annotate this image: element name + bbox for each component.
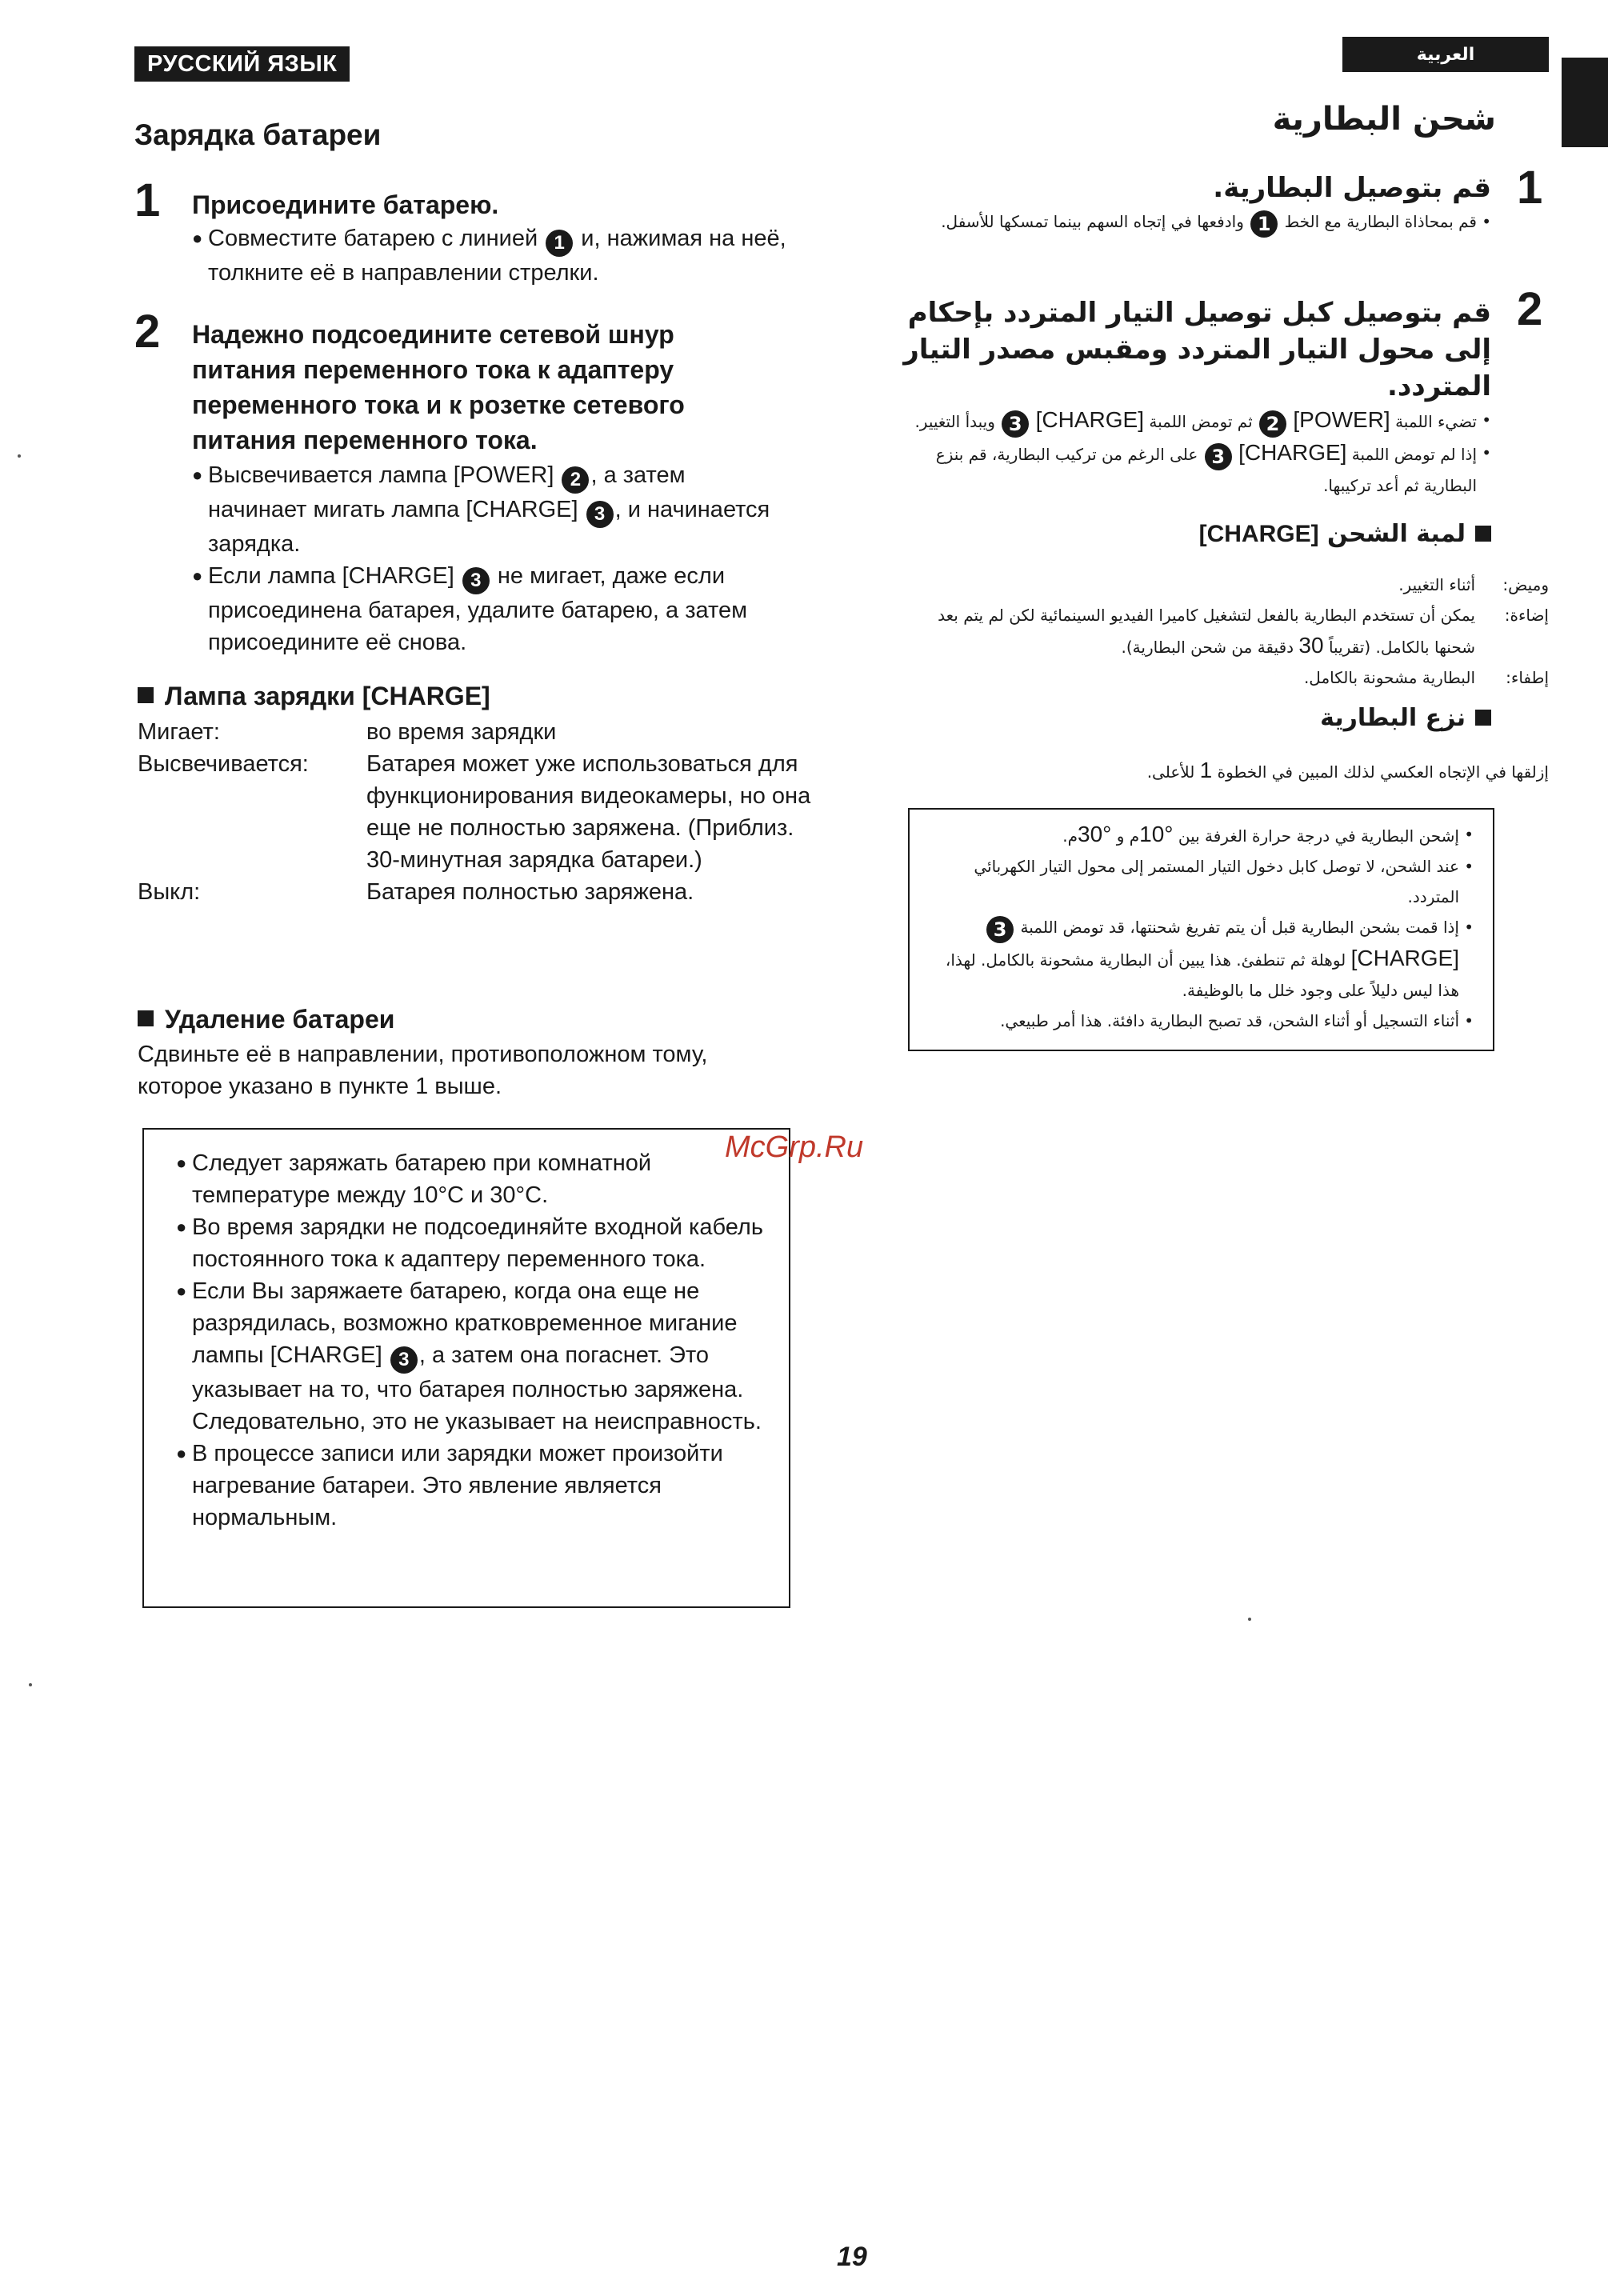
notes-box-russian	[142, 1128, 790, 1608]
ref-marker-3: 3	[390, 1346, 418, 1374]
watermark: McGrp.Ru	[725, 1130, 864, 1164]
lamp-row-blinking: Мигает: во время зарядки	[138, 719, 557, 745]
page-number: 19	[837, 2242, 867, 2272]
lamp-section-title: Лампа зарядки [CHARGE]	[138, 682, 490, 711]
ref-marker-2: 2	[562, 466, 589, 494]
step-1-bullets	[192, 222, 800, 289]
note-item: ● В процессе записи или зарядки может произойти нагревание батареи. Это явление является нормальным.	[176, 1438, 765, 1534]
scan-dot	[18, 454, 21, 458]
step-number-2: 2	[134, 306, 161, 358]
step-2-bullet-2: ● Если лампа [CHARGE] 3 не мигает, даже если присоединена батарея, удалите батарею, а затем присоедините её снова.	[192, 560, 784, 658]
step-2-bullet-1-arabic: • تضيء اللمبة [POWER] 2 ثم تومض اللمبة [CHARGE] 3 ويبدأ التغيير.	[899, 405, 1491, 438]
step-number-1-arabic: 1	[1517, 162, 1543, 214]
language-tab-arabic: العربية	[1342, 37, 1549, 72]
note-item: ● Во время зарядки не подсоединяйте входной кабель постоянного тока к адаптеру переменного тока.	[176, 1211, 765, 1275]
square-bullet-icon	[138, 687, 154, 703]
square-bullet-icon	[1475, 526, 1491, 542]
step-1-bullet: ● Совместите батарею с линией 1 и, нажимая на неё, толкните её в направлении стрелки.	[192, 222, 800, 289]
step-1	[192, 187, 800, 289]
note-item-arabic: • إذا قمت بشحن البطارية قبل أن يتم تفريغ شحنتها، قد تومض اللمبة 3 [CHARGE] لوهلة ثم تنطفئ. هذا يبين أن البطارية مشحونة بالكامل. لهذا، هذا ليس دليلاً على وجود خلل ما بالوظيفة.	[926, 912, 1474, 1006]
step-2-bullets-arabic	[899, 405, 1491, 501]
lamp-section-title-arabic: لمبة الشحن [CHARGE]	[1199, 520, 1491, 548]
step-2-title-arabic: قم بتوصيل كبل توصيل التيار المتردد بإحكام إلى محول التيار المتردد ومقبس مصدر التيار المتردد.	[903, 297, 1491, 402]
step-1-title-arabic: قم بتوصيل البطارية.	[1213, 172, 1491, 204]
lamp-row-off-arabic: إطفاء: البطارية مشحونة بالكامل.	[1303, 668, 1549, 687]
removal-instructions: Сдвиньте её в направлении, противоположном тому, которое указано в пункте 1 выше.	[138, 1042, 708, 1099]
lamp-status-table	[138, 716, 814, 908]
notes-list-arabic	[926, 819, 1474, 1036]
step-2	[192, 317, 784, 658]
note-item-arabic: • أثناء التسجيل أو أثناء الشحن، قد تصبح البطارية دافئة. هذا أمر طبيعي.	[926, 1006, 1474, 1036]
square-bullet-icon	[138, 1010, 154, 1026]
step-1-arabic	[915, 170, 1491, 238]
ref-marker-3: 3	[586, 501, 614, 528]
ref-marker-3: 3	[462, 567, 490, 594]
section-title-charging-arabic: شحن البطارية	[1272, 101, 1496, 138]
ref-marker-3: 3	[1205, 443, 1232, 470]
step-number-2-arabic: 2	[1517, 283, 1543, 335]
lamp-status-list-arabic	[909, 570, 1549, 693]
note-item-arabic: • عند الشحن، لا توصل كابل دخول التيار المستمر إلى محول التيار الكهربائي المتردد.	[926, 851, 1474, 912]
note-item-arabic: • إشحن البطارية في درجة حرارة الغرفة بين 10°م و 30°م.	[926, 819, 1474, 851]
removal-section-title: Удаление батареи	[138, 1005, 394, 1034]
notes-box-arabic	[908, 808, 1494, 1051]
scan-dot	[29, 1683, 32, 1686]
ref-marker-2: 2	[1259, 410, 1286, 438]
scan-dot	[1248, 1618, 1251, 1621]
step-number-1: 1	[134, 174, 161, 226]
step-2-bullets	[192, 459, 784, 658]
step-1-title: Присоедините батарею.	[192, 190, 499, 219]
lamp-row-lit: Высвечивается: Батарея может уже использоваться для функционирования видеокамеры, но она еще не полностью заряжена. (Приблиз. 30-минутная зарядка батареи.)	[138, 751, 811, 873]
ref-marker-1: 1	[546, 230, 573, 257]
page-edge-tab	[1562, 58, 1608, 147]
lamp-row-lit-arabic: إضاءة: يمكن أن تستخدم البطارية بالفعل لتشغيل كاميرا الفيديو السينمائية لكن لم يتم بعد شحنها بالكامل. (تقريباً 30 دقيقة من شحن البطارية).	[938, 606, 1549, 658]
ref-marker-1: 1	[1250, 210, 1278, 238]
notes-list	[176, 1147, 765, 1534]
note-item: ● Следует заряжать батарею при комнатной температуре между 10°C и 30°C.	[176, 1147, 765, 1211]
note-item: ● Если Вы заряжаете батарею, когда она еще не разрядилась, возможно кратковременное мигание лампы [CHARGE] 3 , а затем она погаснет. Это указывает на то, что батарея полностью заряжена. Следовательно, это не указывает на неисправность.	[176, 1275, 765, 1438]
step-1-bullets-arabic	[915, 206, 1491, 238]
language-tab-russian: РУССКИЙ ЯЗЫК	[134, 46, 350, 82]
step-2-bullet-1: ● Высвечивается лампа [POWER] 2 , а затем начинает мигать лампа [CHARGE] 3 , и начинается зарядка.	[192, 459, 784, 560]
lamp-row-blinking-arabic: وميض: أثناء التغيير.	[1398, 575, 1549, 594]
step-2-arabic	[899, 294, 1491, 501]
step-2-bullet-2-arabic: • إذا لم تومض اللمبة [CHARGE] 3 على الرغم من تركيب البطارية، قم بنزع البطارية ثم أعد تركيبها.	[899, 438, 1491, 501]
removal-section-title-arabic: نزع البطارية	[1320, 704, 1491, 732]
square-bullet-icon	[1475, 710, 1491, 726]
step-1-bullet-arabic: • قم بمحاذاة البطارية مع الخط 1 وادفعها في إتجاه السهم بينما تمسكها للأسفل.	[915, 206, 1491, 238]
lamp-row-off: Выкл: Батарея полностью заряжена.	[138, 879, 694, 905]
section-title-charging: Зарядка батареи	[134, 118, 382, 151]
removal-instructions-arabic: إزلقها في الإتجاه العكسي لذلك المبين في الخطوة 1 للأعلى.	[1146, 758, 1549, 782]
step-2-title: Надежно подсоедините сетевой шнур питания переменного тока к адаптеру переменного тока и к розетке сетевого питания переменного тока.	[192, 320, 685, 454]
ref-marker-3: 3	[1002, 410, 1029, 438]
ref-marker-3: 3	[986, 916, 1014, 943]
